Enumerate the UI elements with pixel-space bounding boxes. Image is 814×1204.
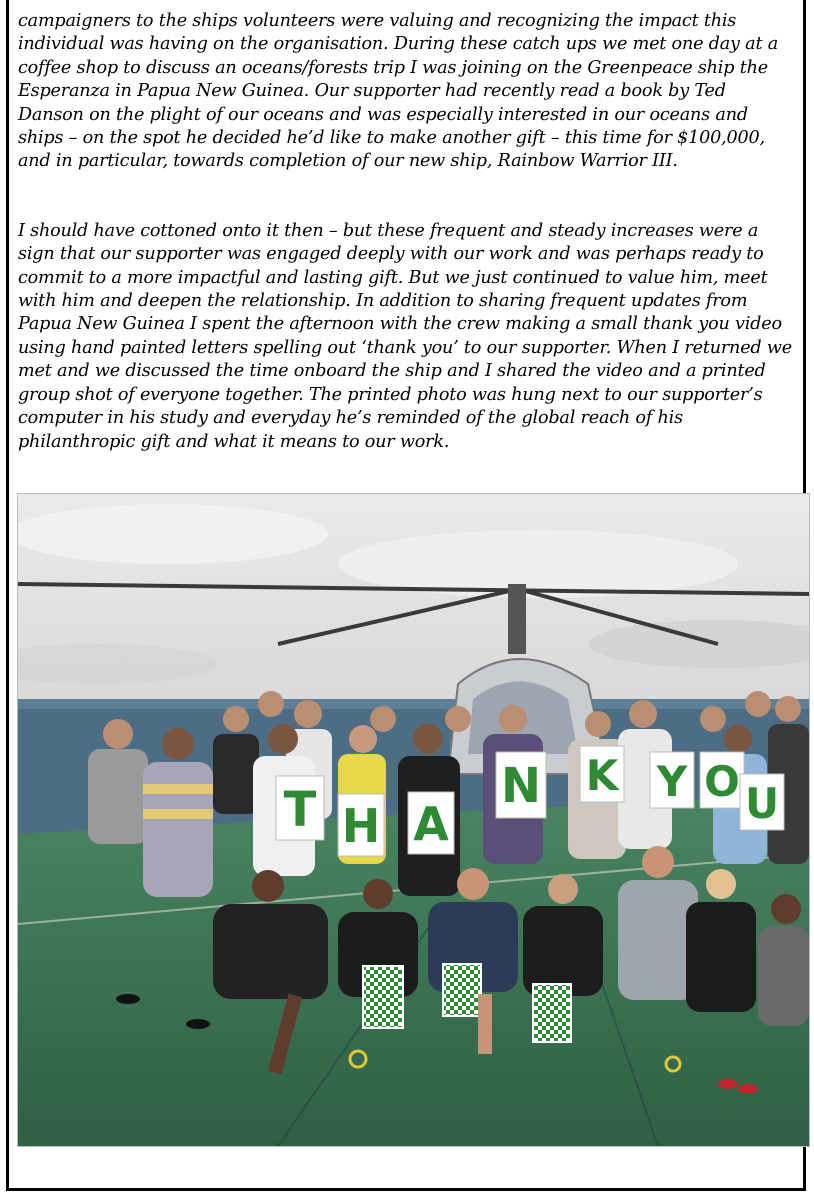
sign-letter-a (408, 792, 454, 854)
sign-letter-t-text: T (283, 782, 317, 838)
sign-letter-y (650, 752, 694, 808)
checker-board (533, 984, 571, 1042)
checker-board (443, 964, 481, 1016)
sign-letter-o (700, 752, 744, 808)
sign-letter-u (740, 774, 784, 830)
sign-letter-y-text: Y (656, 757, 688, 806)
sign-letter-n (496, 752, 546, 818)
article-text (18, 10, 793, 454)
paragraph-2: I should have cottoned onto it then – but these frequent and steady increases were a sign that our supporter was engaged deeply with our work and was perhaps ready to commit to a more impactful and lasting gift. But we just continued to value him, meet with him and deepen the relationship. In addition to sharing frequent updates from Papua New Guinea I spent the afternoon with the crew making a small thank you video using hand painted letters spelling out ‘thank you’ to our supporter. When I returned we met and we discussed the time onboard the ship and I shared the video and a printed group shot of everyone together. The printed photo was hung next to our supporter’s computer in his study and everyday he’s reminded of the global reach of his philanthropic gift and what it means to our work. (18, 220, 792, 452)
sign-letter-a-text: A (413, 797, 449, 851)
sign-letter-k-text: K (585, 751, 619, 800)
sign-letter-h (338, 794, 384, 856)
paragraph-1: campaigners to the ships volunteers were valuing and recognizing the impact this individual was having on the organisation. During these catch ups we met one day at a coffee shop to discuss an oceans/forests trip I was joining on the Greenpeace ship the Esperanza in Papua New Guinea. Our supporter had recently read a book by Ted Danson on the plight of our oceans and was especially interested in our oceans and ships – on the spot he decided he’d like to make another gift – this time for $100,000, and in particular, towards completion of our new ship, Rainbow Warrior III. (18, 11, 779, 172)
sign-letter-u-text: U (744, 779, 780, 828)
sign-letter-t (276, 776, 324, 840)
crew-group-photo (17, 493, 810, 1147)
checker-board (363, 966, 403, 1028)
sign-letter-k (580, 746, 624, 802)
sign-letter-h-text: H (341, 799, 381, 853)
sign-letter-n-text: N (500, 758, 542, 814)
sign-letter-o-text: O (704, 757, 740, 806)
